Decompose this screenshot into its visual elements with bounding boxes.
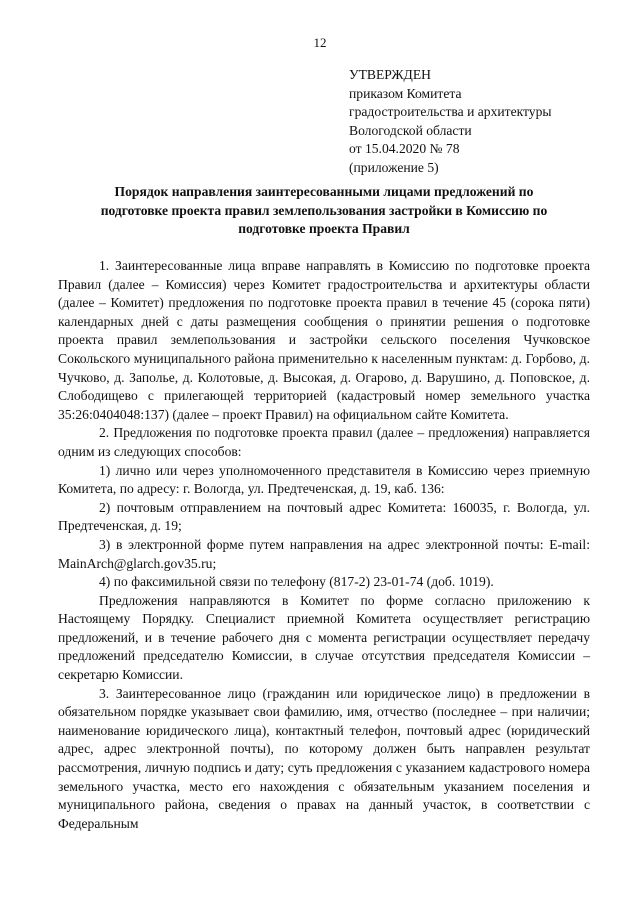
title-line: подготовке проекта Правил [238,221,410,237]
paragraph-submission: Предложения направляются в Комитет по форме согласно приложению к Настоящему Порядку. Специалист приемной Комитета осуществляет регистрацию предложений, и в течение рабочего дня с момента регистрации осуществляет передачу предложений председателю Комиссии, в случае отсутствия председателя Комиссии – секретарю Комиссии. [58,592,590,683]
document-body [58,257,590,833]
method-4: 4) по факсимильной связи по телефону (817-2) 23-01-74 (доб. 1019). [99,574,494,590]
approval-line: Вологодской области [349,122,472,138]
approval-heading: УТВЕРЖДЕН [349,67,431,82]
approval-line: приказом Комитета [349,85,462,101]
method-1: 1) лично или через уполномоченного представителя в Комиссию через приемную Комитета, по адресу: г. Вологда, ул. Предтеченская, д. 19, каб. 136: [58,462,590,497]
approval-appendix: (приложение 5) [349,159,439,175]
approval-block [349,66,609,178]
paragraph-2: 2. Предложения по подготовке проекта правил (далее – предложения) направляется одним из следующих способов: [58,425,590,459]
title-line: Порядок направления заинтересованными лицами предложений по [114,184,534,199]
approval-date: от 15.04.2020 № 78 [349,141,460,157]
method-2: 2) почтовым отправлением на почтовый адрес Комитета: 160035, г. Вологда, ул. Предтеченская, д. 19; [58,499,590,534]
approval-line: градостроительства и архитектуры [349,104,552,120]
title-line: подготовке проекта правил землепользования застройки в Комиссию по [100,202,548,218]
page-number: 12 [313,35,327,50]
paragraph-3: 3. Заинтересованное лицо (гражданин или юридическое лицо) в предложении в обязательном порядке указывает свои фамилию, имя, отчество (последнее – при наличии; наименование юридического лица), контактный телефон, почтовый адрес (юридический адрес, адрес электронной почты), по которому должен быть направлен результат рассмотрения, личную подпись и дату; суть предложения с указанием кадастрового номера земельного участка, место его нахождения с обязательным указанием поселения и муниципального района, сведения о правах на данный участок, в соответствии с Федеральным [58,685,590,831]
method-3: 3) в электронной форме путем направления на адрес электронной почты: E-mail: MainArch@glarch.gov35.ru; [58,536,590,571]
document-title [58,183,590,239]
paragraph-1: 1. Заинтересованные лица вправе направлять в Комиссию по подготовке проекта Правил (далее – Комиссия) через Комитет градостроительства и архитектуры области (далее – Комитет) предложения по подготовке проекта правил в течение 45 (сорока пяти) календарных дней с даты размещения сообщения о принятии решения о подготовке проекта правил землепользования и застройки сельского поселения Чучковское Сокольского муниципального района применительно к населенным пунктам: д. Горбово, д. Чучково, д. Заполье, д. Колотовые, д. Высокая, д. Огарово, д. Варушино, д. Поповское, д. Слободищево с прилегающей территорией (кадастровый номер земельного участка 35:26:0404048:137) (далее – проект Правил) на официальном сайте Комитета. [58,258,590,422]
